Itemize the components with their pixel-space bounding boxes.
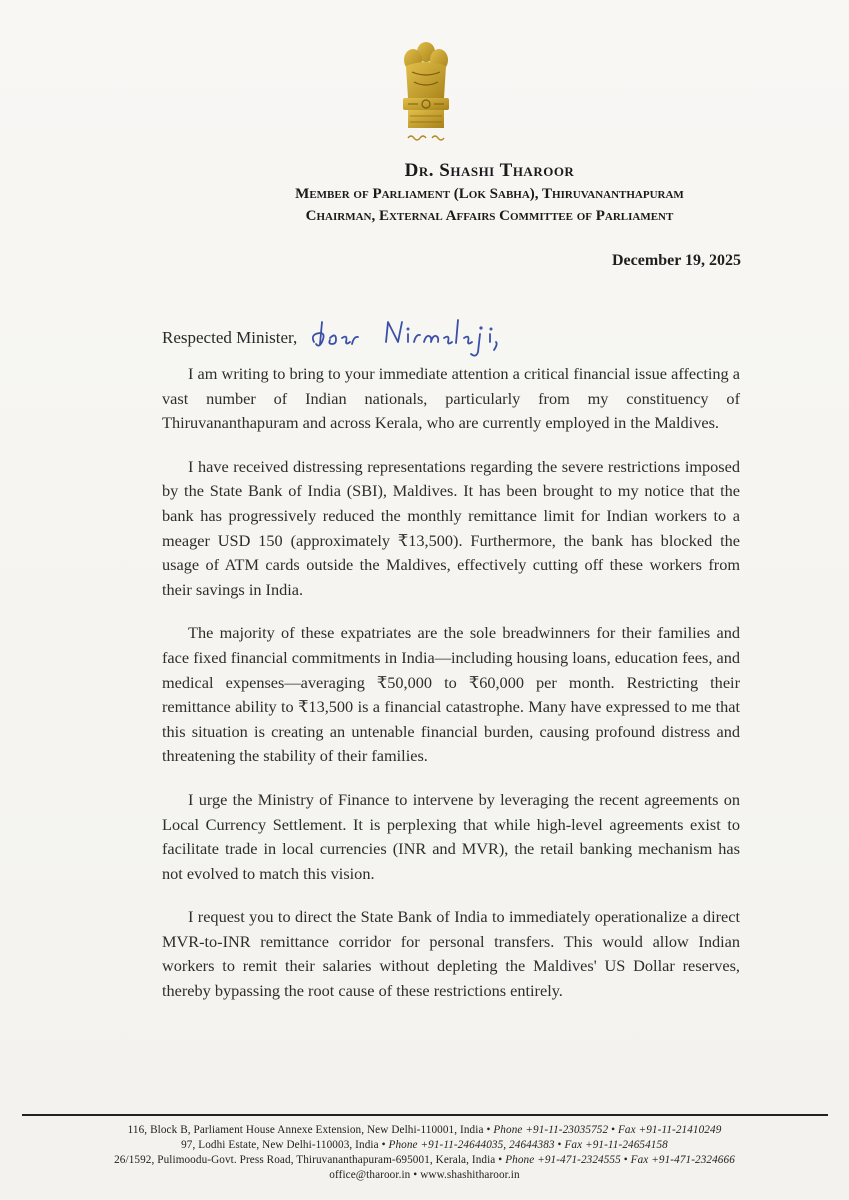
phone-number: Phone +91-11-24644035, 24644383: [388, 1139, 555, 1151]
handwritten-greeting: [310, 312, 550, 360]
website-link[interactable]: www.shashitharoor.in: [420, 1169, 520, 1181]
sender-title-2: Chairman, External Affairs Committee of Parliament: [305, 208, 674, 224]
footer-divider: [22, 1114, 828, 1116]
fax-number: Fax +91-471-2324666: [630, 1154, 735, 1166]
separator: •: [498, 1154, 503, 1166]
paragraph: I have received distressing representations regarding the severe restrictions imposed by the State Bank of India (SBI), Maldives. It has been brought to my notice that the bank has progressively reduced the monthly remittance limit for Indian workers to a meager USD 150 (approximately ₹13,500). Furthermore, the bank has blocked the usage of ATM cards outside the Maldives, effectively cutting off these workers from their savings in India.: [162, 456, 740, 599]
letterhead: [0, 160, 849, 226]
separator: •: [611, 1124, 616, 1136]
phone-number: Phone +91-11-23035752: [493, 1124, 609, 1136]
footer-address-line-1: [0, 1124, 849, 1136]
office-address-delhi-1: 116, Block B, Parliament House Annexe Extension, New Delhi-110001, India: [127, 1124, 484, 1136]
email-link[interactable]: office@tharoor.in: [329, 1169, 411, 1181]
footer-address-line-2: [0, 1139, 849, 1151]
paragraph: I am writing to bring to your immediate attention a critical financial issue affecting a vast number of Indian nationals, particularly from my constituency of Thiruvananthapuram and across Kerala, who are currently employed in the Maldives.: [162, 364, 740, 433]
letter-date: December 19, 2025: [612, 252, 741, 269]
footer-contact-line: [0, 1169, 849, 1181]
fax-number: Fax +91-11-24654158: [564, 1139, 668, 1151]
salutation: Respected Minister,: [162, 328, 298, 347]
separator: •: [557, 1139, 562, 1151]
letter-body: [162, 362, 740, 1023]
office-address-kerala: 26/1592, Pulimoodu-Govt. Press Road, Thiruvananthapuram-695001, Kerala, India: [114, 1154, 496, 1166]
paragraph: I urge the Ministry of Finance to intervene by leveraging the recent agreements on Local Currency Settlement. It is perplexing that while high-level agreements exist to facilitate trade in local currencies (INR and MVR), the retail banking mechanism has not evolved to match this vision.: [162, 789, 740, 883]
separator: •: [486, 1124, 491, 1136]
phone-number: Phone +91-471-2324555: [505, 1154, 621, 1166]
office-address-delhi-2: 97, Lodhi Estate, New Delhi-110003, India: [181, 1139, 379, 1151]
paragraph: The majority of these expatriates are the sole breadwinners for their families and face fixed financial commitments in India—including housing loans, education fees, and medical expenses—averaging ₹50,000 to ₹60,000 per month. Restricting their remittance ability to ₹13,500 is a financial catastrophe. Many have expressed to me that this situation is creating an untenable financial burden, causing profound distress and threatening the stability of their families.: [162, 623, 740, 766]
footer-address-line-3: [0, 1154, 849, 1166]
national-emblem-icon: [396, 38, 456, 150]
separator: •: [413, 1169, 418, 1181]
paragraph: I request you to direct the State Bank of India to immediately operationalize a direct MVR-to-INR remittance corridor for personal transfers. This would allow Indian workers to remit their salaries without depleting the Maldives' US Dollar reserves, thereby bypassing the root cause of these restrictions entirely.: [162, 907, 740, 1001]
separator: •: [623, 1154, 628, 1166]
sender-title-1: Member of Parliament (Lok Sabha), Thiruvananthapuram: [295, 186, 684, 202]
fax-number: Fax +91-11-21410249: [618, 1124, 722, 1136]
sender-name: Dr. Shashi Tharoor: [404, 160, 575, 181]
separator: •: [381, 1139, 386, 1151]
